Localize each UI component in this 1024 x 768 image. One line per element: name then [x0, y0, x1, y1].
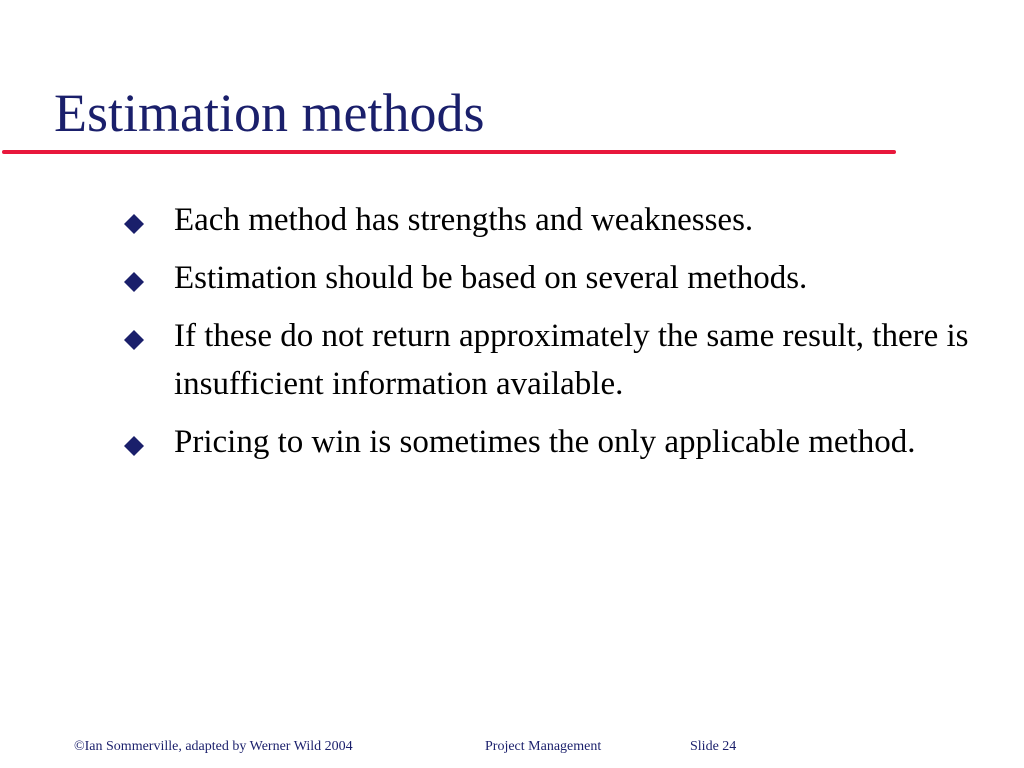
diamond-bullet-icon — [124, 272, 144, 292]
diamond-bullet-icon — [124, 214, 144, 234]
footer-copyright: ©Ian Sommerville, adapted by Werner Wild 2004 — [74, 739, 353, 754]
footer-topic: Project Management — [485, 739, 602, 754]
diamond-bullet-icon — [124, 436, 144, 456]
bullet-list — [122, 196, 982, 476]
bullet-item — [122, 196, 982, 244]
bullet-text: Pricing to win is sometimes the only applicable method. — [174, 424, 916, 460]
bullet-item — [122, 312, 982, 408]
diamond-bullet-icon — [124, 330, 144, 350]
title-underline — [2, 150, 896, 154]
footer-slide-number: Slide 24 — [690, 739, 737, 754]
bullet-text: If these do not return approximately the same result, there is insufficient information available. — [174, 318, 969, 402]
bullet-item — [122, 254, 982, 302]
slide-title: Estimation methods — [54, 83, 485, 143]
bullet-item — [122, 418, 982, 466]
bullet-text: Estimation should be based on several methods. — [174, 260, 808, 296]
bullet-text: Each method has strengths and weaknesses. — [174, 202, 754, 238]
